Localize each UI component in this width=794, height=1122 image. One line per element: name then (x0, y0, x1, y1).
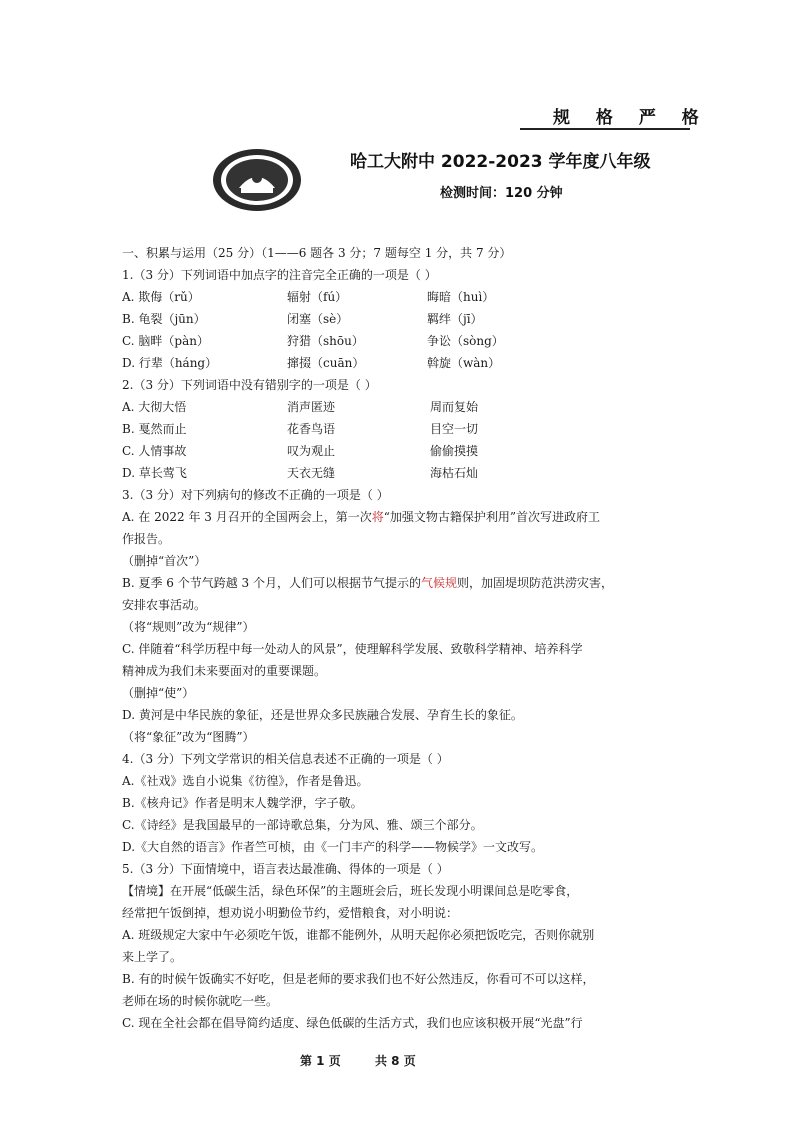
q2-option-c-word3: 偷偷摸摸 (430, 444, 479, 458)
q3-stem: 3.（3 分）对下列病句的修改不正确的一项是（ ） (122, 488, 389, 502)
q2-option-c: C. 人情事故 (122, 444, 187, 458)
q5-context-line1: 【情境】在开展“低碳生活，绿色环保”的主题班会后，班长发现小明课间总是吃零食， (122, 884, 579, 898)
q1-option-c: C. 脑畔（pàn） (122, 334, 209, 348)
q1-option-d-word2: 撺掇（cuān） (287, 356, 365, 370)
page-number: 第 1 页 (300, 1054, 341, 1068)
q2-stem: 2.（3 分）下列词语中没有错别字的一项是（ ） (122, 378, 377, 392)
page-total: 共 8 页 (375, 1054, 416, 1068)
q3-option-c-line2: 精神成为我们未来要面对的重要课题。 (122, 664, 327, 678)
q2-option-a-word3: 周而复始 (430, 400, 479, 414)
q5-option-b-line2: 老师在场的时候你就吃一些。 (122, 994, 279, 1008)
q5-option-c-line1: C. 现在全社会都在倡导简约适度、绿色低碳的生活方式，我们也应该积极开展“光盘”行 (122, 1016, 583, 1030)
q4-option-c: C.《诗经》是我国最早的一部诗歌总集，分为风、雅、颂三个部分。 (122, 818, 483, 832)
q1-option-a-word2: 辐射（fú） (287, 290, 348, 304)
q2-option-b-word2: 花香鸟语 (287, 422, 336, 436)
test-time: 检测时间：120 分钟 (440, 186, 563, 201)
q3-a-part1: A. 在 2022 年 3 月召开的全国两会上，第一次 (122, 510, 372, 524)
q1-option-a-word3: 晦暗（huì） (427, 290, 495, 304)
q2-option-a-word2: 消声匿迹 (287, 400, 336, 414)
q4-option-d: D.《大自然的语言》作者竺可桢，由《一门丰产的科学——物候学》一文改写。 (122, 840, 544, 854)
q3-option-a-line2: 作报告。 (122, 532, 171, 546)
q3-option-d-fix: （将“象征”改为“图腾”） (122, 730, 255, 744)
q4-option-a: A.《社戏》选自小说集《彷徨》，作者是鲁迅。 (122, 774, 369, 788)
school-logo-icon (211, 148, 303, 212)
q3-option-a-fix: （删掉“首次”） (122, 554, 207, 568)
q3-option-a-line1 (122, 509, 600, 525)
section-heading: 一、积累与运用（25 分）（1——6 题各 3 分；7 题每空 1 分，共 7 分） (122, 246, 512, 260)
q2-option-b-word3: 目空一切 (430, 422, 479, 436)
q3-option-c-line1: C. 伴随着“科学历程中每一处动人的风景”，使理解科学发展、致敬科学精神、培养科学 (122, 642, 583, 656)
q3-b-highlight: 气候规 (420, 576, 457, 590)
q5-context-line2: 经常把午饭倒掉，想劝说小明勤俭节约，爱惜粮食，对小明说： (122, 906, 459, 920)
q1-option-a: A. 欺侮（rǔ） (122, 290, 200, 304)
q3-b-part1: B. 夏季 6 个节气跨越 3 个月，人们可以根据节气提示的 (122, 576, 421, 590)
exam-title: 哈工大附中 2022-2023 学年度八年级 (350, 152, 651, 172)
q3-option-b-fix: （将“规则”改为“规律”） (122, 620, 255, 634)
q5-option-a-line2: 来上学了。 (122, 950, 183, 964)
q1-option-b-word2: 闭塞（sè） (287, 312, 349, 326)
stamp-text: 规 格 严 格 (553, 108, 709, 128)
q1-option-d-word3: 斡旋（wàn） (427, 356, 501, 370)
q4-stem: 4.（3 分）下列文学常识的相关信息表述不正确的一项是（ ） (122, 752, 449, 766)
q5-option-b-line1: B. 有的时候午饭确实不好吃，但是老师的要求我们也不好公然违反，你看可不可以这样， (122, 972, 595, 986)
q1-option-c-word3: 争讼（sòng） (427, 334, 504, 348)
q3-option-b-line1 (122, 575, 613, 591)
q2-option-c-word2: 叹为观止 (287, 444, 336, 458)
q1-option-b-word3: 羁绊（jī） (427, 312, 483, 326)
q3-b-part2: 则，加固堤坝防范洪涝灾害， (457, 576, 614, 590)
header-rule (520, 128, 690, 130)
q5-stem: 5.（3 分）下面情境中，语言表达最准确、得体的一项是（ ） (122, 862, 449, 876)
q2-option-d-word2: 天衣无缝 (287, 466, 336, 480)
q1-stem: 1.（3 分）下列词语中加点字的注音完全正确的一项是（ ） (122, 268, 437, 282)
q2-option-d-word3: 海枯石灿 (430, 466, 479, 480)
q1-option-c-word2: 狩猎（shōu） (287, 334, 364, 348)
q1-option-b: B. 龟裂（jūn） (122, 312, 206, 326)
q3-option-c-fix: （删掉“使”） (122, 686, 195, 700)
q2-option-b: B. 戛然而止 (122, 422, 187, 436)
q1-option-d: D. 行辈（háng） (122, 356, 218, 370)
q2-option-a: A. 大彻大悟 (122, 400, 187, 414)
q3-a-handwritten-mark: 将 (371, 510, 384, 524)
q5-option-a-line1: A. 班级规定大家中午必须吃午饭，谁都不能例外，从明天起你必须把饭吃完，否则你就别 (122, 928, 595, 942)
q3-a-part2: “加强文物古籍保护利用”首次写进政府工 (383, 510, 601, 524)
q3-option-b-line2: 安排农事活动。 (122, 598, 207, 612)
q4-option-b: B.《核舟记》作者是明末人魏学洢，字子敬。 (122, 796, 363, 810)
q2-option-d: D. 草长莺飞 (122, 466, 187, 480)
q3-option-d-line1: D. 黄河是中华民族的象征，还是世界众多民族融合发展、孕育生长的象征。 (122, 708, 523, 722)
